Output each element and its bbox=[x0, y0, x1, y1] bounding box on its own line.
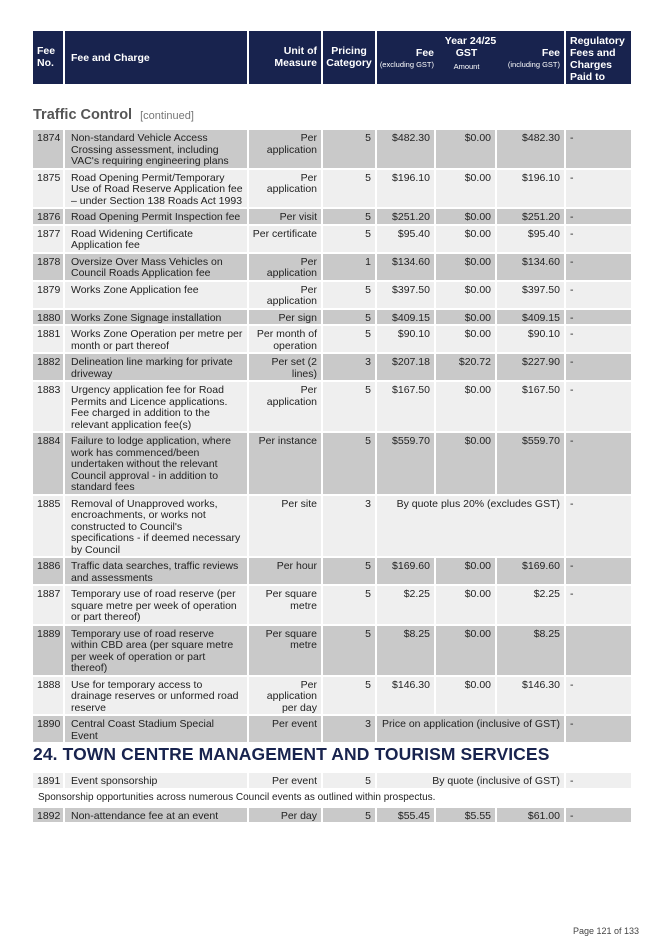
fee-excl-cell: $169.60 bbox=[377, 558, 434, 584]
gst-cell: $0.00 bbox=[436, 326, 495, 352]
header-regulatory: Regulatory Fees and Charges Paid to bbox=[566, 31, 631, 84]
category-cell: 3 bbox=[323, 354, 375, 380]
table-row bbox=[33, 354, 639, 380]
fee-description-cell: Temporary use of road reserve within CBD area (per square metre per week of operation or part thereof) bbox=[65, 626, 247, 675]
fee-description-cell: Works Zone Signage installation bbox=[65, 310, 247, 325]
fee-excl-cell: $196.10 bbox=[377, 170, 434, 208]
fee-description-cell: Temporary use of road reserve (per square metre per week of operation or part thereof) bbox=[65, 586, 247, 624]
fee-no-cell: 1889 bbox=[33, 626, 63, 675]
unit-cell: Per event bbox=[249, 716, 321, 742]
fee-incl-cell: $251.20 bbox=[497, 209, 564, 224]
gst-cell: $20.72 bbox=[436, 354, 495, 380]
category-cell: 3 bbox=[323, 496, 375, 557]
unit-cell: Per application bbox=[249, 170, 321, 208]
gst-cell: $0.00 bbox=[436, 586, 495, 624]
header-fee-and-charge: Fee and Charge bbox=[65, 31, 247, 84]
header-fee-inc-sub: (including GST) bbox=[507, 60, 560, 69]
fee-excl-cell: $90.10 bbox=[377, 326, 434, 352]
fee-no-cell: 1881 bbox=[33, 326, 63, 352]
regulatory-cell: - bbox=[566, 496, 631, 557]
category-cell: 5 bbox=[323, 282, 375, 308]
fee-excl-cell: $134.60 bbox=[377, 254, 434, 280]
category-cell: 3 bbox=[323, 716, 375, 742]
regulatory-cell: - bbox=[566, 130, 631, 168]
table-row bbox=[33, 677, 639, 715]
gst-cell: $0.00 bbox=[436, 130, 495, 168]
price-note-cell: By quote plus 20% (excludes GST) bbox=[377, 496, 564, 557]
fee-description-cell: Road Opening Permit Inspection fee bbox=[65, 209, 247, 224]
page-number: Page 121 of 133 bbox=[572, 926, 639, 936]
price-note-cell: By quote (inclusive of GST) bbox=[377, 773, 564, 788]
fee-incl-cell: $559.70 bbox=[497, 433, 564, 494]
table-row bbox=[33, 433, 639, 494]
gst-cell: $0.00 bbox=[436, 282, 495, 308]
unit-cell: Per visit bbox=[249, 209, 321, 224]
gst-cell: $0.00 bbox=[436, 170, 495, 208]
category-cell: 5 bbox=[323, 310, 375, 325]
regulatory-cell: - bbox=[566, 558, 631, 584]
category-cell: 5 bbox=[323, 586, 375, 624]
table-row bbox=[33, 226, 639, 252]
fee-incl-cell: $134.60 bbox=[497, 254, 564, 280]
unit-cell: Per set (2 lines) bbox=[249, 354, 321, 380]
gst-cell: $5.55 bbox=[436, 808, 495, 823]
fee-no-cell: 1887 bbox=[33, 586, 63, 624]
fee-incl-cell: $146.30 bbox=[497, 677, 564, 715]
regulatory-cell: - bbox=[566, 254, 631, 280]
header-gst-sub: Amount bbox=[453, 62, 480, 71]
table-header bbox=[33, 31, 639, 84]
category-cell: 5 bbox=[323, 209, 375, 224]
fee-incl-cell: $482.30 bbox=[497, 130, 564, 168]
fee-description-cell: Failure to lodge application, where work has commenced/been undertaken without the relevant Council approval - in addition to standard fees bbox=[65, 433, 247, 494]
fee-excl-cell: $167.50 bbox=[377, 382, 434, 431]
unit-cell: Per instance bbox=[249, 433, 321, 494]
fee-incl-cell: $227.90 bbox=[497, 354, 564, 380]
fee-no-cell: 1886 bbox=[33, 558, 63, 584]
unit-cell: Per application bbox=[249, 282, 321, 308]
fee-no-cell: 1890 bbox=[33, 716, 63, 742]
unit-cell: Per event bbox=[249, 773, 321, 788]
fee-no-cell: 1879 bbox=[33, 282, 63, 308]
price-note-cell: Price on application (inclusive of GST) bbox=[377, 716, 564, 742]
fee-no-cell: 1892 bbox=[33, 808, 63, 823]
section-continued: [continued] bbox=[140, 110, 194, 122]
table-row bbox=[33, 382, 639, 431]
fee-no-cell: 1883 bbox=[33, 382, 63, 431]
header-gst bbox=[439, 47, 494, 73]
category-cell: 5 bbox=[323, 558, 375, 584]
header-year-group bbox=[377, 31, 564, 84]
fee-no-cell: 1885 bbox=[33, 496, 63, 557]
category-cell: 5 bbox=[323, 808, 375, 823]
unit-cell: Per application per day bbox=[249, 677, 321, 715]
fee-excl-cell: $95.40 bbox=[377, 226, 434, 252]
table-row bbox=[33, 586, 639, 624]
regulatory-cell: - bbox=[566, 282, 631, 308]
gst-cell: $0.00 bbox=[436, 209, 495, 224]
regulatory-cell: - bbox=[566, 226, 631, 252]
unit-cell: Per day bbox=[249, 808, 321, 823]
category-cell: 5 bbox=[323, 226, 375, 252]
regulatory-cell: - bbox=[566, 716, 631, 742]
table-row bbox=[33, 716, 639, 742]
fee-description-cell: Road Widening Certificate Application fee bbox=[65, 226, 247, 252]
gst-cell: $0.00 bbox=[436, 433, 495, 494]
header-fee-incl bbox=[499, 47, 560, 71]
fee-incl-cell: $409.15 bbox=[497, 310, 564, 325]
fee-no-cell: 1888 bbox=[33, 677, 63, 715]
fee-incl-cell: $90.10 bbox=[497, 326, 564, 352]
unit-cell: Per application bbox=[249, 382, 321, 431]
fee-description-cell: Urgency application fee for Road Permits and Licence applications. Fee charged in addition to the relevant application fee(s) bbox=[65, 382, 247, 431]
fee-no-cell: 1891 bbox=[33, 773, 63, 788]
fee-incl-cell: $95.40 bbox=[497, 226, 564, 252]
regulatory-cell: - bbox=[566, 586, 631, 624]
fee-incl-cell: $167.50 bbox=[497, 382, 564, 431]
category-cell: 5 bbox=[323, 382, 375, 431]
sponsorship-note: Sponsorship opportunities across numerous Council events as outlined within prospectus. bbox=[38, 791, 436, 803]
fee-description-cell: Delineation line marking for private driveway bbox=[65, 354, 247, 380]
regulatory-cell: - bbox=[566, 209, 631, 224]
regulatory-cell: - bbox=[566, 354, 631, 380]
section-title-text: Traffic Control bbox=[33, 107, 133, 123]
table-row bbox=[33, 626, 639, 675]
fee-incl-cell: $397.50 bbox=[497, 282, 564, 308]
category-cell: 5 bbox=[323, 170, 375, 208]
fee-description-cell: Non-standard Vehicle Access Crossing assessment, including VAC's requiring engineering plans bbox=[65, 130, 247, 168]
header-fee-excl bbox=[377, 47, 434, 71]
fee-no-cell: 1875 bbox=[33, 170, 63, 208]
fee-no-cell: 1880 bbox=[33, 310, 63, 325]
table-row bbox=[33, 254, 639, 280]
unit-cell: Per month of operation bbox=[249, 326, 321, 352]
regulatory-cell: - bbox=[566, 382, 631, 431]
fee-excl-cell: $251.20 bbox=[377, 209, 434, 224]
fee-no-cell: 1882 bbox=[33, 354, 63, 380]
regulatory-cell: - bbox=[566, 310, 631, 325]
section2-title: 24. TOWN CENTRE MANAGEMENT AND TOURISM SERVICES bbox=[33, 744, 550, 764]
unit-cell: Per application bbox=[249, 130, 321, 168]
fee-excl-cell: $8.25 bbox=[377, 626, 434, 675]
header-unit-of-measure: Unit of Measure bbox=[249, 31, 321, 84]
fee-excl-cell: $482.30 bbox=[377, 130, 434, 168]
gst-cell: $0.00 bbox=[436, 310, 495, 325]
fee-excl-cell: $397.50 bbox=[377, 282, 434, 308]
header-fee-no: Fee No. bbox=[33, 31, 63, 84]
header-pricing-category: Pricing Category bbox=[323, 31, 375, 84]
fee-excl-cell: $409.15 bbox=[377, 310, 434, 325]
regulatory-cell bbox=[566, 626, 631, 675]
fee-description-cell: Oversize Over Mass Vehicles on Council Roads Application fee bbox=[65, 254, 247, 280]
header-gst-label: GST bbox=[455, 47, 478, 59]
fee-incl-cell: $61.00 bbox=[497, 808, 564, 823]
section-title bbox=[33, 107, 194, 123]
category-cell: 5 bbox=[323, 130, 375, 168]
category-cell: 1 bbox=[323, 254, 375, 280]
fee-description-cell: Event sponsorship bbox=[65, 773, 247, 788]
table-row bbox=[33, 282, 639, 308]
table-row bbox=[33, 558, 639, 584]
unit-cell: Per hour bbox=[249, 558, 321, 584]
table-row bbox=[33, 808, 639, 823]
table-row bbox=[33, 170, 639, 208]
fee-no-cell: 1874 bbox=[33, 130, 63, 168]
category-cell: 5 bbox=[323, 626, 375, 675]
fee-incl-cell: $8.25 bbox=[497, 626, 564, 675]
unit-cell: Per site bbox=[249, 496, 321, 557]
header-year: Year 24/25 bbox=[444, 35, 497, 47]
fee-excl-cell: $2.25 bbox=[377, 586, 434, 624]
fee-incl-cell: $169.60 bbox=[497, 558, 564, 584]
unit-cell: Per square metre bbox=[249, 626, 321, 675]
fee-no-cell: 1884 bbox=[33, 433, 63, 494]
fee-excl-cell: $559.70 bbox=[377, 433, 434, 494]
fee-description-cell: Non-attendance fee at an event bbox=[65, 808, 247, 823]
fee-table bbox=[33, 130, 639, 744]
fee-excl-cell: $146.30 bbox=[377, 677, 434, 715]
fee-excl-cell: $55.45 bbox=[377, 808, 434, 823]
fee-table-2 bbox=[33, 773, 639, 824]
regulatory-cell: - bbox=[566, 677, 631, 715]
table-row bbox=[33, 496, 639, 557]
fee-description-cell: Use for temporary access to drainage reserves or unformed road reserve bbox=[65, 677, 247, 715]
regulatory-cell: - bbox=[566, 808, 631, 823]
fee-description-cell: Works Zone Operation per metre per month or part thereof bbox=[65, 326, 247, 352]
gst-cell: $0.00 bbox=[436, 626, 495, 675]
gst-cell: $0.00 bbox=[436, 382, 495, 431]
regulatory-cell: - bbox=[566, 433, 631, 494]
unit-cell: Per square metre bbox=[249, 586, 321, 624]
unit-cell: Per application bbox=[249, 254, 321, 280]
category-cell: 5 bbox=[323, 433, 375, 494]
fee-incl-cell: $2.25 bbox=[497, 586, 564, 624]
fee-incl-cell: $196.10 bbox=[497, 170, 564, 208]
fee-description-cell: Road Opening Permit/Temporary Use of Road Reserve Application fee – under Section 138 Roads Act 1993 bbox=[65, 170, 247, 208]
fee-no-cell: 1877 bbox=[33, 226, 63, 252]
unit-cell: Per sign bbox=[249, 310, 321, 325]
fee-description-cell: Removal of Unapproved works, encroachments, or works not constructed to Council's specifications - if deemed necessary by Council bbox=[65, 496, 247, 557]
category-cell: 5 bbox=[323, 773, 375, 788]
gst-cell: $0.00 bbox=[436, 558, 495, 584]
category-cell: 5 bbox=[323, 326, 375, 352]
header-fee-sub: (excluding GST) bbox=[379, 60, 434, 69]
gst-cell: $0.00 bbox=[436, 677, 495, 715]
regulatory-cell: - bbox=[566, 170, 631, 208]
header-fee-label: Fee bbox=[415, 47, 434, 59]
category-cell: 5 bbox=[323, 677, 375, 715]
table-row bbox=[33, 326, 639, 352]
fee-no-cell: 1878 bbox=[33, 254, 63, 280]
fee-description-cell: Central Coast Stadium Special Event bbox=[65, 716, 247, 742]
gst-cell: $0.00 bbox=[436, 226, 495, 252]
fee-excl-cell: $207.18 bbox=[377, 354, 434, 380]
fee-description-cell: Works Zone Application fee bbox=[65, 282, 247, 308]
regulatory-cell: - bbox=[566, 326, 631, 352]
table-row bbox=[33, 130, 639, 168]
fee-description-cell: Traffic data searches, traffic reviews and assessments bbox=[65, 558, 247, 584]
table-row bbox=[33, 209, 639, 224]
table-row bbox=[33, 773, 639, 788]
fee-no-cell: 1876 bbox=[33, 209, 63, 224]
table-row bbox=[33, 310, 639, 325]
gst-cell: $0.00 bbox=[436, 254, 495, 280]
unit-cell: Per certificate bbox=[249, 226, 321, 252]
header-fee-inc-label: Fee bbox=[541, 47, 560, 59]
regulatory-cell: - bbox=[566, 773, 631, 788]
